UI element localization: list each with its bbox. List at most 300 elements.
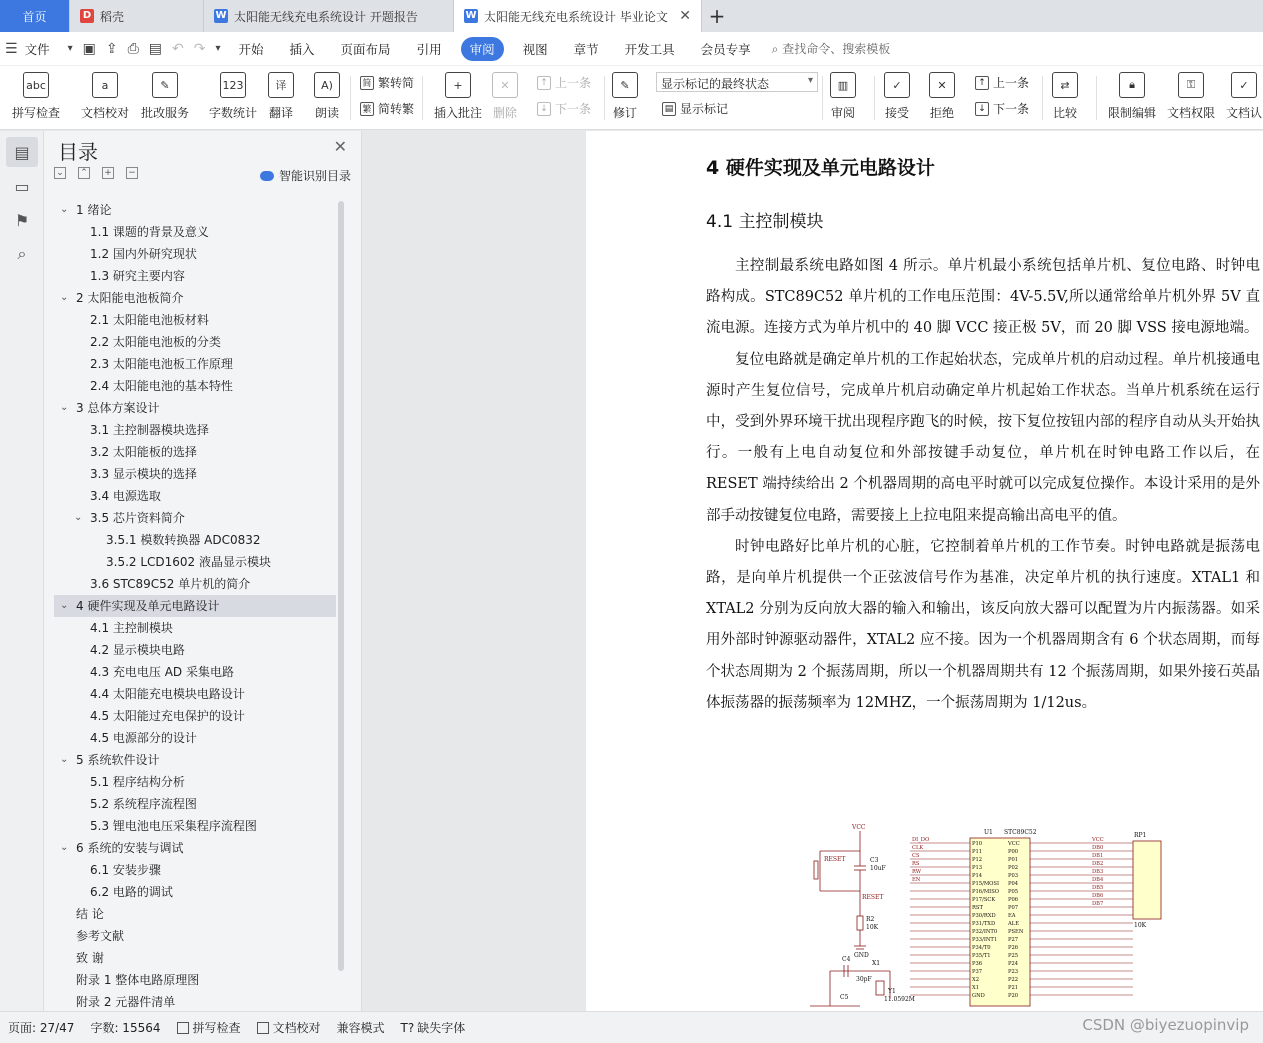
chip-pin-label: P26 bbox=[1008, 945, 1019, 951]
tab-home[interactable] bbox=[0, 0, 70, 32]
command-search[interactable] bbox=[772, 40, 891, 57]
compare-label: 比较 bbox=[1052, 106, 1077, 120]
chip-pin-label: P15/MOSI bbox=[972, 881, 1000, 887]
toc-item-label: 6 系统的安装与调试 bbox=[76, 841, 184, 855]
circuit-r2-value: 10K bbox=[866, 924, 879, 931]
accept-label: 接受 bbox=[884, 106, 909, 120]
toc-item[interactable] bbox=[54, 881, 336, 903]
toc-item[interactable] bbox=[54, 771, 336, 793]
certificate-icon: ✓ bbox=[1231, 72, 1257, 98]
spell-check-label: 拼写检查 bbox=[12, 106, 61, 120]
docer-icon: D bbox=[80, 9, 94, 23]
word-count-label: 字数统计 bbox=[209, 106, 258, 120]
close-tab-icon[interactable]: ✕ bbox=[679, 8, 691, 24]
toc-item-label: 3.6 STC89C52 单片机的简介 bbox=[90, 577, 251, 591]
net-label: CS bbox=[912, 853, 920, 859]
prev-change-icon: ↑ bbox=[975, 76, 989, 90]
toc-item[interactable] bbox=[54, 991, 336, 1013]
toc-item[interactable] bbox=[54, 419, 336, 441]
collapse-all-icon[interactable]: ⌄ bbox=[54, 167, 66, 179]
toc-panel-icon[interactable]: ▤ bbox=[6, 137, 38, 167]
prev-change-button[interactable] bbox=[975, 74, 1029, 91]
delete-comment-button[interactable] bbox=[492, 72, 518, 121]
toc-item-label: 1.3 研究主要内容 bbox=[90, 269, 185, 283]
review-toolbar bbox=[0, 66, 1263, 130]
toc-item-label: 2.2 太阳能电池板的分类 bbox=[90, 335, 221, 349]
translate-label: 翻译 bbox=[268, 106, 293, 120]
translate-icon: 译 bbox=[268, 72, 294, 98]
circuit-reset-label: RESET bbox=[824, 856, 846, 863]
toc-item[interactable] bbox=[54, 859, 336, 881]
toc-item-label: 附录 2 元器件清单 bbox=[76, 995, 176, 1009]
menu-review[interactable]: 审阅 bbox=[461, 37, 504, 61]
toc-item[interactable] bbox=[54, 507, 336, 529]
chip-pin-label: X2 bbox=[972, 977, 979, 983]
accept-icon: ✓ bbox=[884, 72, 910, 98]
toc-item-label: 6.2 电路的调试 bbox=[90, 885, 173, 899]
toc-title: 目录 bbox=[58, 140, 98, 164]
markup-state-select[interactable] bbox=[656, 72, 818, 92]
chevron-down-icon[interactable]: ⌄ bbox=[60, 402, 69, 413]
net-label: CLK bbox=[912, 845, 924, 851]
doc-cert-button[interactable] bbox=[1226, 72, 1262, 121]
missing-font[interactable] bbox=[393, 1019, 474, 1036]
toc-item-label: 1.2 国内外研究现状 bbox=[90, 247, 197, 261]
chip-pin-label: P04 bbox=[1008, 881, 1019, 887]
chip-pin-label: P05 bbox=[1008, 889, 1019, 895]
accept-button[interactable] bbox=[884, 72, 910, 121]
chip-pin-label: P01 bbox=[1008, 857, 1019, 863]
toc-item[interactable] bbox=[54, 749, 336, 771]
toc-item[interactable] bbox=[54, 969, 336, 991]
tab-docer[interactable] bbox=[70, 0, 204, 32]
close-icon[interactable]: ✕ bbox=[333, 137, 347, 156]
divider bbox=[604, 76, 605, 120]
toc-list bbox=[54, 199, 336, 1013]
toc-item-label: 4.1 主控制模块 bbox=[90, 621, 173, 635]
to-traditional-label: 繁转简 bbox=[378, 76, 415, 90]
toc-item[interactable] bbox=[54, 793, 336, 815]
chip-pin-label: P33/INT1 bbox=[972, 937, 998, 943]
search-icon[interactable]: ⌕ bbox=[17, 244, 27, 263]
net-label: RS bbox=[912, 861, 920, 867]
status-bar bbox=[0, 1011, 1263, 1043]
page-indicator[interactable]: 页面: 27/47 bbox=[8, 1021, 75, 1035]
spell-check-icon: abc bbox=[23, 72, 49, 98]
menu-view[interactable]: 视图 bbox=[522, 41, 548, 57]
remove-heading-icon[interactable]: − bbox=[126, 167, 138, 179]
chevron-down-icon[interactable]: ⌄ bbox=[74, 512, 83, 523]
doc-check-icon: a bbox=[92, 72, 118, 98]
toc-item-label: 1.1 课题的背景及意义 bbox=[90, 225, 209, 239]
divider bbox=[822, 76, 823, 120]
toc-item[interactable] bbox=[54, 243, 336, 265]
chip-pin-label: P30/RXD bbox=[972, 913, 996, 919]
traditional-icon: 简 bbox=[360, 76, 374, 90]
circuit-c4-label: C4 bbox=[842, 956, 851, 963]
next-icon: ↓ bbox=[537, 102, 551, 116]
chip-pin-label: P13 bbox=[972, 865, 983, 871]
toc-item[interactable] bbox=[54, 903, 336, 925]
net-label: DB5 bbox=[1092, 885, 1104, 891]
word-count-icon: 123 bbox=[220, 72, 246, 98]
toc-item[interactable] bbox=[54, 947, 336, 969]
status-doc-check[interactable] bbox=[249, 1019, 329, 1036]
toc-item[interactable] bbox=[54, 287, 336, 309]
watermark: CSDN @biyezuopinvip bbox=[1082, 1016, 1249, 1034]
chip-pin-label: P03 bbox=[1008, 873, 1019, 879]
doc-check-label: 文档校对 bbox=[81, 106, 130, 120]
review-label: 审阅 bbox=[830, 106, 855, 120]
tab-proposal-label: 太阳能无线充电系统设计 开题报告 bbox=[234, 9, 418, 24]
toc-item-label: 3.4 电源选取 bbox=[90, 489, 161, 503]
divider bbox=[874, 76, 875, 120]
expand-all-icon[interactable]: ⌃ bbox=[78, 167, 90, 179]
document-area bbox=[362, 131, 1263, 1011]
status-spell-label: 拼写检查 bbox=[192, 1021, 241, 1035]
net-label: VCC bbox=[1092, 837, 1104, 843]
circuit-c3-value: 10uF bbox=[870, 865, 886, 872]
divider bbox=[1042, 76, 1043, 120]
circuit-y1-value: 11.0592M bbox=[884, 996, 915, 1003]
toc-item-label: 4.5 太阳能过充电保护的设计 bbox=[90, 709, 245, 723]
circuit-gnd-label: GND bbox=[854, 952, 869, 959]
net-label: EN bbox=[912, 877, 921, 883]
undo-icon[interactable]: ↶ bbox=[172, 40, 184, 57]
chip-pin-label: ALE bbox=[1008, 921, 1019, 927]
chip-pin-label: P22 bbox=[1008, 977, 1019, 983]
chip-pin-label: P14 bbox=[972, 873, 983, 879]
save-icon[interactable]: ▣ bbox=[82, 40, 96, 57]
print-preview-icon[interactable]: ▤ bbox=[148, 40, 163, 57]
chevron-down-icon[interactable]: ▾ bbox=[67, 43, 73, 54]
chip-pin-label: P12 bbox=[972, 857, 983, 863]
doc-check-button[interactable] bbox=[81, 72, 129, 121]
toc-item[interactable] bbox=[54, 529, 336, 551]
toc-item[interactable] bbox=[54, 639, 336, 661]
annotate-icon: ✎ bbox=[152, 72, 178, 98]
toc-item[interactable] bbox=[54, 441, 336, 463]
toc-item-label: 参考文献 bbox=[76, 929, 125, 943]
toc-item[interactable] bbox=[54, 375, 336, 397]
menu-layout[interactable]: 页面布局 bbox=[340, 41, 391, 57]
insert-comment-button[interactable] bbox=[434, 72, 482, 121]
permission-label: 文档权限 bbox=[1167, 106, 1216, 120]
toc-item-label: 3.3 显示模块的选择 bbox=[90, 467, 197, 481]
next-label: 下一条 bbox=[555, 102, 592, 116]
permission-icon: ⚿ bbox=[1178, 72, 1204, 98]
toc-item[interactable] bbox=[54, 331, 336, 353]
chevron-down-icon[interactable]: ▾ bbox=[215, 43, 221, 54]
annotate-service-button[interactable] bbox=[141, 72, 189, 121]
circuit-rp1-value: 10K bbox=[1134, 922, 1147, 929]
chip-pin-label: P16/MISO bbox=[972, 889, 1000, 895]
menu-devtools[interactable]: 开发工具 bbox=[624, 41, 675, 57]
to-simplified-button[interactable] bbox=[360, 100, 414, 117]
circuit-c3-label: C3 bbox=[870, 857, 879, 864]
toc-item[interactable] bbox=[54, 727, 336, 749]
search-icon: ⌕ bbox=[771, 42, 779, 56]
toc-item[interactable] bbox=[54, 309, 336, 331]
net-label: DB3 bbox=[1092, 869, 1104, 875]
toc-item[interactable] bbox=[54, 221, 336, 243]
doc-check-icon bbox=[257, 1022, 269, 1034]
net-label: DB0 bbox=[1092, 845, 1104, 851]
net-label: DB1 bbox=[1092, 853, 1104, 859]
toc-item[interactable] bbox=[54, 551, 336, 573]
revise-label: 修订 bbox=[612, 106, 637, 120]
status-spell-check[interactable] bbox=[169, 1019, 249, 1036]
toc-item-label: 5 系统软件设计 bbox=[76, 753, 160, 767]
toc-item-label: 2.4 太阳能电池的基本特性 bbox=[90, 379, 233, 393]
delete-comment-icon: ✕ bbox=[492, 72, 518, 98]
revise-icon: ✎ bbox=[612, 72, 638, 98]
chip-pin-label: RST bbox=[972, 905, 983, 911]
toc-item-label: 3.2 太阳能板的选择 bbox=[90, 445, 197, 459]
compat-mode[interactable]: 兼容模式 bbox=[336, 1021, 385, 1035]
toc-item-label: 5.2 系统程序流程图 bbox=[90, 797, 197, 811]
paragraph: 复位电路就是确定单片机的工作起始状态，完成单片机的启动过程。单片机接通电源时产生复位信号，完成单片机启动确定单片机起始工作状态。当单片机系统在运行中，受到外界环境干扰出现程序跑飞的时候，按下复位按钮内部的程序自动从头开始执行。一般有上电自动复位和外部按键手动复位，单片机在时钟电路工作以后，在 RESET 端持续给出 2 个机器周期的高电平时就可以完成复位操作。本设计采用的是外部手动按键复位电路，需要接上上拉电阻来提高输出高电平的值。 bbox=[706, 351, 1260, 524]
chip-pin-label: EA bbox=[1008, 913, 1016, 919]
chip-pin-label: P27 bbox=[1008, 937, 1019, 943]
toc-item-label: 4.3 充电电压 AD 采集电路 bbox=[90, 665, 234, 679]
toc-item[interactable] bbox=[54, 463, 336, 485]
compare-icon: ⇄ bbox=[1052, 72, 1078, 98]
circuit-y1-label: Y1 bbox=[888, 988, 896, 995]
chip-pin-label: P32/INT0 bbox=[972, 929, 998, 935]
circuit-u1-label: U1 bbox=[984, 829, 993, 836]
chip-pin-label: P00 bbox=[1008, 849, 1019, 855]
toc-item[interactable] bbox=[54, 265, 336, 287]
circuit-r2-label: R2 bbox=[866, 916, 875, 923]
chip-pin-label: P35/T1 bbox=[972, 953, 991, 959]
menu-member[interactable]: 会员专享 bbox=[700, 41, 751, 57]
chip-pin-label: P06 bbox=[1008, 897, 1019, 903]
toc-item-label: 5.3 锂电池电压采集程序流程图 bbox=[90, 819, 257, 833]
chip-pin-label: P23 bbox=[1008, 969, 1019, 975]
menu-bar bbox=[0, 32, 1263, 66]
toc-item-label: 2.3 太阳能电池板工作原理 bbox=[90, 357, 233, 371]
missing-font-icon: T? bbox=[400, 1020, 415, 1035]
paragraph: 时钟电路好比单片机的心脏，它控制着单片机的工作节奏。时钟电路就是振荡电路，是向单片机提供一个正弦波信号作为基准，决定单片机的执行速度。XTAL1 和 XTAL2 分别为反向放大器的输入和输出，该反向放大器可以配置为片内振荡器。如采用外部时钟源驱动器件，XTAL2 应不接。因为一个机器周期含有 6 个状态周期，而每个状态周期为 2 个振荡周期，所以一个机器周期共有 12 个振荡周期，如果外接石英晶体振荡器的振荡频率为 12MHZ，一个振荡周期为 1/12us。 bbox=[706, 538, 1260, 711]
circuit-diagram bbox=[800, 821, 1170, 1011]
side-rail bbox=[0, 131, 44, 1011]
toc-item-label: 4.4 太阳能充电模块电路设计 bbox=[90, 687, 245, 701]
bookmark-icon[interactable]: ⚑ bbox=[14, 210, 30, 230]
menu-start[interactable]: 开始 bbox=[238, 41, 264, 57]
next-change-label: 下一条 bbox=[993, 102, 1030, 116]
next-change-button[interactable] bbox=[975, 100, 1029, 117]
tab-thesis[interactable] bbox=[454, 0, 702, 32]
new-tab-button[interactable]: + bbox=[708, 4, 726, 28]
status-check-label: 文档校对 bbox=[272, 1021, 321, 1035]
review-pane-button[interactable] bbox=[830, 72, 856, 121]
revise-button[interactable] bbox=[612, 72, 638, 121]
hamburger-icon[interactable]: ☰ bbox=[5, 40, 18, 57]
chapter-heading: 4 硬件实现及单元电路设计 bbox=[706, 157, 935, 179]
prev-label: 上一条 bbox=[555, 76, 592, 90]
toc-item-label: 附录 1 整体电路原理图 bbox=[76, 973, 200, 987]
command-search-text: 查找命令、搜索模板 bbox=[782, 42, 891, 56]
toc-item-label: 2.1 太阳能电池板材料 bbox=[90, 313, 209, 327]
paragraph: 主控制最系统电路如图 4 所示。单片机最小系统包括单片机、复位电路、时钟电路构成。STC89C52 单片机的工作电压范围：4V-5.5V,所以通常给单片机外界 5V 直流电源。连接方式为单片机中的 40 脚 VCC 接正极 5V，而 20 脚 VSS 接电源地端。 bbox=[706, 258, 1260, 337]
toc-item[interactable] bbox=[54, 353, 336, 375]
chevron-down-icon[interactable]: ⌄ bbox=[60, 204, 69, 215]
circuit-c5-label: C5 bbox=[840, 994, 849, 1001]
net-label: DB2 bbox=[1092, 861, 1104, 867]
chip-pin-label: P31/TXD bbox=[972, 921, 996, 927]
chip-pin-label: P21 bbox=[1008, 985, 1019, 991]
show-markup-button[interactable] bbox=[662, 100, 728, 117]
section-heading: 4.1 主控制模块 bbox=[706, 212, 824, 232]
divider bbox=[422, 76, 423, 120]
restrict-edit-button[interactable] bbox=[1108, 72, 1156, 121]
chip-pin-label: P36 bbox=[972, 961, 983, 967]
toc-item-label: 4.2 显示模块电路 bbox=[90, 643, 185, 657]
toc-item-label: 5.1 程序结构分析 bbox=[90, 775, 185, 789]
chip-pin-label: P11 bbox=[972, 849, 983, 855]
chip-pin-label: X1 bbox=[972, 985, 979, 991]
toc-item-label: 6.1 安装步骤 bbox=[90, 863, 161, 877]
prev-icon: ↑ bbox=[537, 76, 551, 90]
menu-chapter[interactable]: 章节 bbox=[573, 41, 599, 57]
translate-button[interactable] bbox=[268, 72, 294, 121]
reject-icon: ✕ bbox=[929, 72, 955, 98]
simplified-icon: 繁 bbox=[360, 102, 374, 116]
toc-item[interactable] bbox=[54, 397, 336, 419]
chip-pin-label: P20 bbox=[1008, 993, 1019, 999]
toc-panel bbox=[44, 131, 362, 1011]
chip-pin-label: P17/SCK bbox=[972, 897, 996, 903]
circuit-reset-net: RESET bbox=[862, 894, 884, 901]
delete-label: 删除 bbox=[492, 106, 517, 120]
redo-icon[interactable]: ↷ bbox=[193, 40, 206, 57]
tab-docer-label: 稻壳 bbox=[100, 9, 125, 24]
spell-check-icon bbox=[177, 1022, 189, 1034]
tab-proposal[interactable] bbox=[204, 0, 454, 32]
toc-item[interactable] bbox=[54, 925, 336, 947]
toc-item[interactable] bbox=[54, 485, 336, 507]
chip-pin-label: PSEN bbox=[1008, 929, 1024, 935]
next-comment-button[interactable] bbox=[537, 100, 591, 117]
cert-label: 文档认 bbox=[1226, 106, 1263, 120]
net-label: RW bbox=[912, 869, 922, 875]
tab-home-label: 首页 bbox=[22, 9, 47, 24]
toc-item[interactable] bbox=[54, 573, 336, 595]
prev-change-label: 上一条 bbox=[993, 76, 1030, 90]
toc-item[interactable] bbox=[54, 815, 336, 837]
word-count-indicator[interactable]: 字数: 15564 bbox=[90, 1021, 161, 1035]
toc-item[interactable] bbox=[54, 837, 336, 859]
net-label: DB4 bbox=[1092, 877, 1104, 883]
to-simplified-label: 简转繁 bbox=[378, 102, 415, 116]
chip-pin-label: P34/T0 bbox=[972, 945, 991, 951]
insert-comment-label: 插入批注 bbox=[434, 106, 483, 120]
menu-file[interactable]: 文件 bbox=[24, 41, 50, 57]
tab-thesis-label: 太阳能无线充电系统设计 毕业论文 bbox=[484, 9, 668, 24]
missing-font-label: 缺失字体 bbox=[417, 1021, 466, 1035]
toc-item[interactable] bbox=[54, 199, 336, 221]
spell-check-button[interactable] bbox=[12, 72, 60, 121]
toc-item-label: 3.5 芯片资料简介 bbox=[90, 511, 185, 525]
add-heading-icon[interactable]: + bbox=[102, 167, 114, 179]
chip-pin-label: P02 bbox=[1008, 865, 1019, 871]
toc-item[interactable] bbox=[54, 683, 336, 705]
toc-item[interactable] bbox=[54, 705, 336, 727]
toc-scrollbar[interactable] bbox=[338, 201, 344, 971]
toc-item-label: 2 太阳能电池板简介 bbox=[76, 291, 184, 305]
circuit-x1-label: X1 bbox=[872, 960, 881, 967]
chip-pin-label: VCC bbox=[1008, 841, 1020, 847]
comment-icon: + bbox=[445, 72, 471, 98]
read-aloud-button[interactable] bbox=[314, 72, 340, 121]
chevron-down-icon[interactable]: ⌄ bbox=[60, 292, 69, 303]
toc-item-label: 3.1 主控制器模块选择 bbox=[90, 423, 209, 437]
smart-toc-label: 智能识别目录 bbox=[278, 169, 351, 183]
toc-item-label: 3.5.1 模数转换器 ADC0832 bbox=[106, 533, 261, 547]
chip-pin-label: GND bbox=[972, 993, 985, 999]
doc-permission-button[interactable] bbox=[1167, 72, 1215, 121]
export-icon[interactable]: ⇪ bbox=[105, 40, 118, 57]
print-icon[interactable]: ⎙ bbox=[127, 40, 139, 57]
chip-pin-label: P24 bbox=[1008, 961, 1019, 967]
toc-item-label: 结 论 bbox=[76, 907, 104, 921]
divider bbox=[350, 76, 351, 120]
net-label: DI_DO bbox=[912, 837, 930, 843]
markup-state-value: 显示标记的最终状态 bbox=[661, 77, 770, 91]
smart-toc-button[interactable] bbox=[260, 167, 351, 184]
prev-comment-button[interactable] bbox=[537, 74, 591, 91]
reject-label: 拒绝 bbox=[929, 106, 954, 120]
menu-insert[interactable]: 插入 bbox=[289, 41, 315, 57]
restrict-label: 限制编辑 bbox=[1108, 106, 1157, 120]
navigation-icon[interactable]: ▭ bbox=[14, 176, 30, 196]
read-aloud-icon: A) bbox=[314, 72, 340, 98]
divider bbox=[1096, 76, 1097, 120]
word-doc-icon: W bbox=[215, 10, 227, 21]
toc-item[interactable] bbox=[54, 661, 336, 683]
compare-button[interactable] bbox=[1052, 72, 1078, 121]
show-markup-icon: ▤ bbox=[662, 102, 676, 116]
toc-item[interactable] bbox=[54, 595, 336, 617]
body-text bbox=[706, 251, 1260, 719]
cloud-icon bbox=[260, 171, 274, 181]
chevron-down-icon[interactable]: ⌄ bbox=[60, 754, 69, 765]
chevron-down-icon[interactable]: ⌄ bbox=[60, 600, 69, 611]
tab-bar bbox=[0, 0, 1263, 32]
circuit-vcc-label: VCC bbox=[852, 824, 866, 831]
review-pane-icon: ▥ bbox=[830, 72, 856, 98]
menu-reference[interactable]: 引用 bbox=[416, 41, 442, 57]
toc-item-label: 3.5.2 LCD1602 液晶显示模块 bbox=[106, 555, 272, 569]
chip-pin-label: P07 bbox=[1008, 905, 1019, 911]
chip-pin-label: P37 bbox=[972, 969, 983, 975]
toc-item-label: 致 谢 bbox=[76, 951, 104, 965]
read-aloud-label: 朗读 bbox=[314, 106, 339, 120]
chevron-down-icon[interactable]: ⌄ bbox=[60, 842, 69, 853]
document-page[interactable] bbox=[586, 131, 1263, 1011]
reject-button[interactable] bbox=[929, 72, 955, 121]
net-label: DB7 bbox=[1092, 901, 1104, 907]
next-change-icon: ↓ bbox=[975, 102, 989, 116]
word-count-button[interactable] bbox=[209, 72, 257, 121]
word-doc-icon: W bbox=[465, 10, 477, 21]
to-traditional-button[interactable] bbox=[360, 74, 414, 91]
toc-item[interactable] bbox=[54, 617, 336, 639]
chip-pin-label: P25 bbox=[1008, 953, 1019, 959]
toc-item-label: 3 总体方案设计 bbox=[76, 401, 160, 415]
annotate-service-label: 批改服务 bbox=[141, 106, 190, 120]
